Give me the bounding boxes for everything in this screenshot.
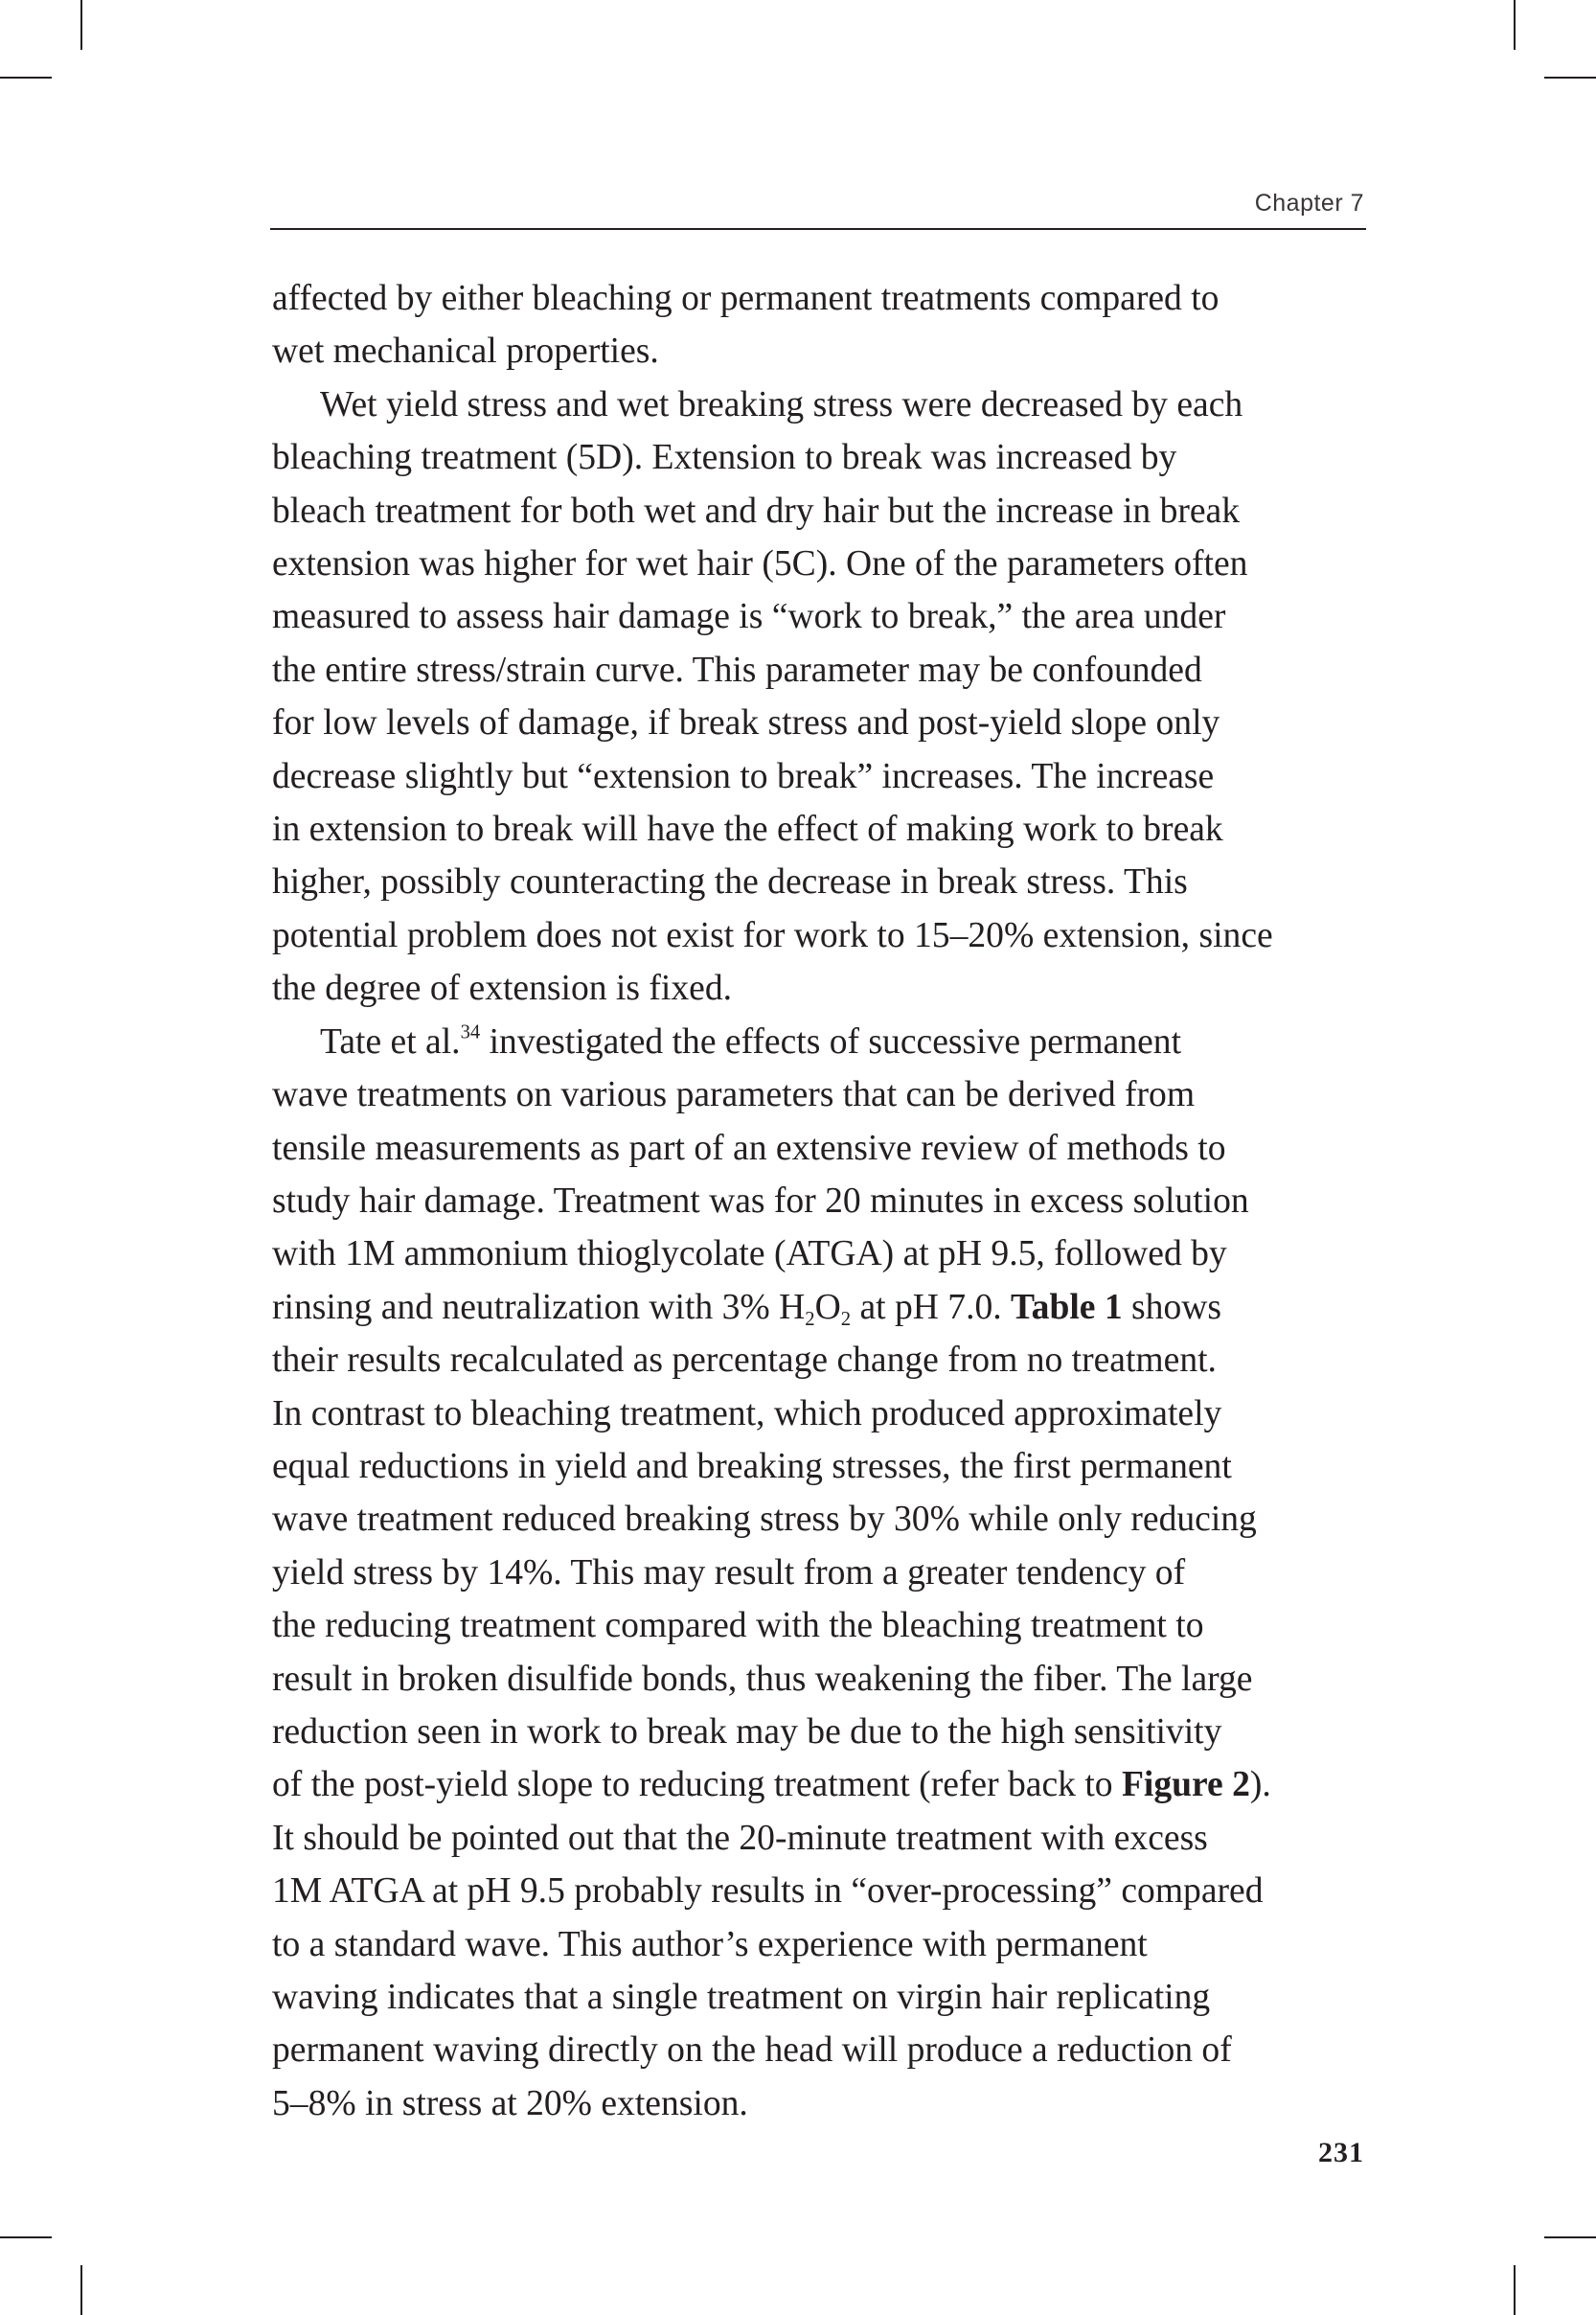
body-text: [272, 272, 1374, 2130]
text-segment: Tate et al.: [320, 1021, 461, 1062]
text-line: to a standard wave. This author’s experience with permanent: [272, 1924, 1148, 1964]
crop-mark-top-left-h: [0, 77, 52, 79]
running-head: [270, 188, 1366, 230]
crop-mark-top-left: [80, 0, 82, 50]
text-line: decrease slightly but “extension to break” increases. The increase: [272, 756, 1215, 796]
text-line: reduction seen in work to break may be due to the high sensitivity: [272, 1711, 1222, 1752]
crop-mark-bottom-left-h: [0, 2236, 52, 2238]
text-line: extension was higher for wet hair (5C). One of the parameters often: [272, 544, 1248, 584]
text-line: result in broken disulfide bonds, thus weakening the fiber. The large: [272, 1659, 1253, 1699]
subscript: 2: [805, 1308, 815, 1330]
text-line: [272, 1758, 1374, 1811]
text-segment: investigated the effects of successive permanent: [480, 1021, 1182, 1062]
text-line: In contrast to bleaching treatment, which produced approximately: [272, 1393, 1222, 1433]
chapter-label: Chapter 7: [1254, 190, 1364, 217]
text-line: wet mechanical properties.: [272, 332, 659, 372]
text-segment: O: [814, 1287, 841, 1327]
text-segment: ).: [1249, 1765, 1271, 1805]
figure-reference: Figure 2: [1121, 1765, 1250, 1805]
table-reference: Table 1: [1011, 1287, 1123, 1327]
text-line: wave treatment reduced breaking stress by 30% while only reducing: [272, 1500, 1257, 1540]
crop-mark-bottom-left: [80, 2265, 82, 2315]
text-line: It should be pointed out that the 20-minute treatment with excess: [272, 1818, 1208, 1858]
text-line: study hair damage. Treatment was for 20 minutes in excess solution: [272, 1180, 1249, 1221]
paragraph-start-line: [272, 1016, 1374, 1068]
text-line: potential problem does not exist for work to 15–20% extension, since: [272, 915, 1273, 955]
reference-superscript: 34: [460, 1021, 481, 1043]
text-line: 5–8% in stress at 20% extension.: [272, 2083, 748, 2123]
subscript: 2: [840, 1308, 852, 1330]
text-line: measured to assess hair damage is “work to break,” the area under: [272, 597, 1226, 637]
text-segment: at pH 7.0.: [851, 1287, 1012, 1327]
paragraph-start-line: Wet yield stress and wet breaking stress were decreased by each: [320, 384, 1243, 424]
text-line: affected by either bleaching or permanent treatments compared to: [272, 279, 1220, 318]
text-segment: of the post-yield slope to reducing treatment (refer back to: [272, 1765, 1122, 1805]
text-line: the degree of extension is fixed.: [272, 969, 733, 1009]
text-line: wave treatments on various parameters that can be derived from: [272, 1075, 1196, 1115]
text-line: equal reductions in yield and breaking stresses, the first permanent: [272, 1446, 1232, 1486]
text-line: for low levels of damage, if break stress and post-yield slope only: [272, 703, 1220, 744]
page-number: 231: [1318, 2137, 1364, 2168]
text-line: permanent waving directly on the head will produce a reduction of: [272, 2030, 1232, 2071]
text-line: yield stress by 14%. This may result from a greater tendency of: [272, 1552, 1186, 1593]
crop-mark-bottom-right-h: [1544, 2236, 1596, 2238]
text-line: 1M ATGA at pH 9.5 probably results in “over-processing” compared: [272, 1871, 1264, 1912]
text-line: bleaching treatment (5D). Extension to break was increased by: [272, 438, 1177, 478]
text-line: their results recalculated as percentage change from no treatment.: [272, 1341, 1217, 1381]
text-segment: rinsing and neutralization with 3% H: [272, 1287, 806, 1327]
crop-mark-top-right: [1514, 0, 1516, 50]
text-line: bleach treatment for both wet and dry hair but the increase in break: [272, 491, 1241, 531]
text-line: the entire stress/strain curve. This parameter may be confounded: [272, 650, 1202, 690]
text-line: in extension to break will have the effect of making work to break: [272, 810, 1223, 850]
crop-mark-top-right-h: [1544, 77, 1596, 79]
text-line: [272, 1281, 1374, 1334]
crop-mark-bottom-right: [1514, 2265, 1516, 2315]
text-line: tensile measurements as part of an extensive review of methods to: [272, 1128, 1226, 1168]
text-segment: shows: [1122, 1287, 1222, 1327]
text-line: waving indicates that a single treatment on virgin hair replicating: [272, 1978, 1211, 2017]
text-line: with 1M ammonium thioglycolate (ATGA) at pH 9.5, followed by: [272, 1234, 1227, 1274]
text-line: higher, possibly counteracting the decrease in break stress. This: [272, 862, 1188, 903]
text-line: the reducing treatment compared with the bleaching treatment to: [272, 1606, 1204, 1646]
